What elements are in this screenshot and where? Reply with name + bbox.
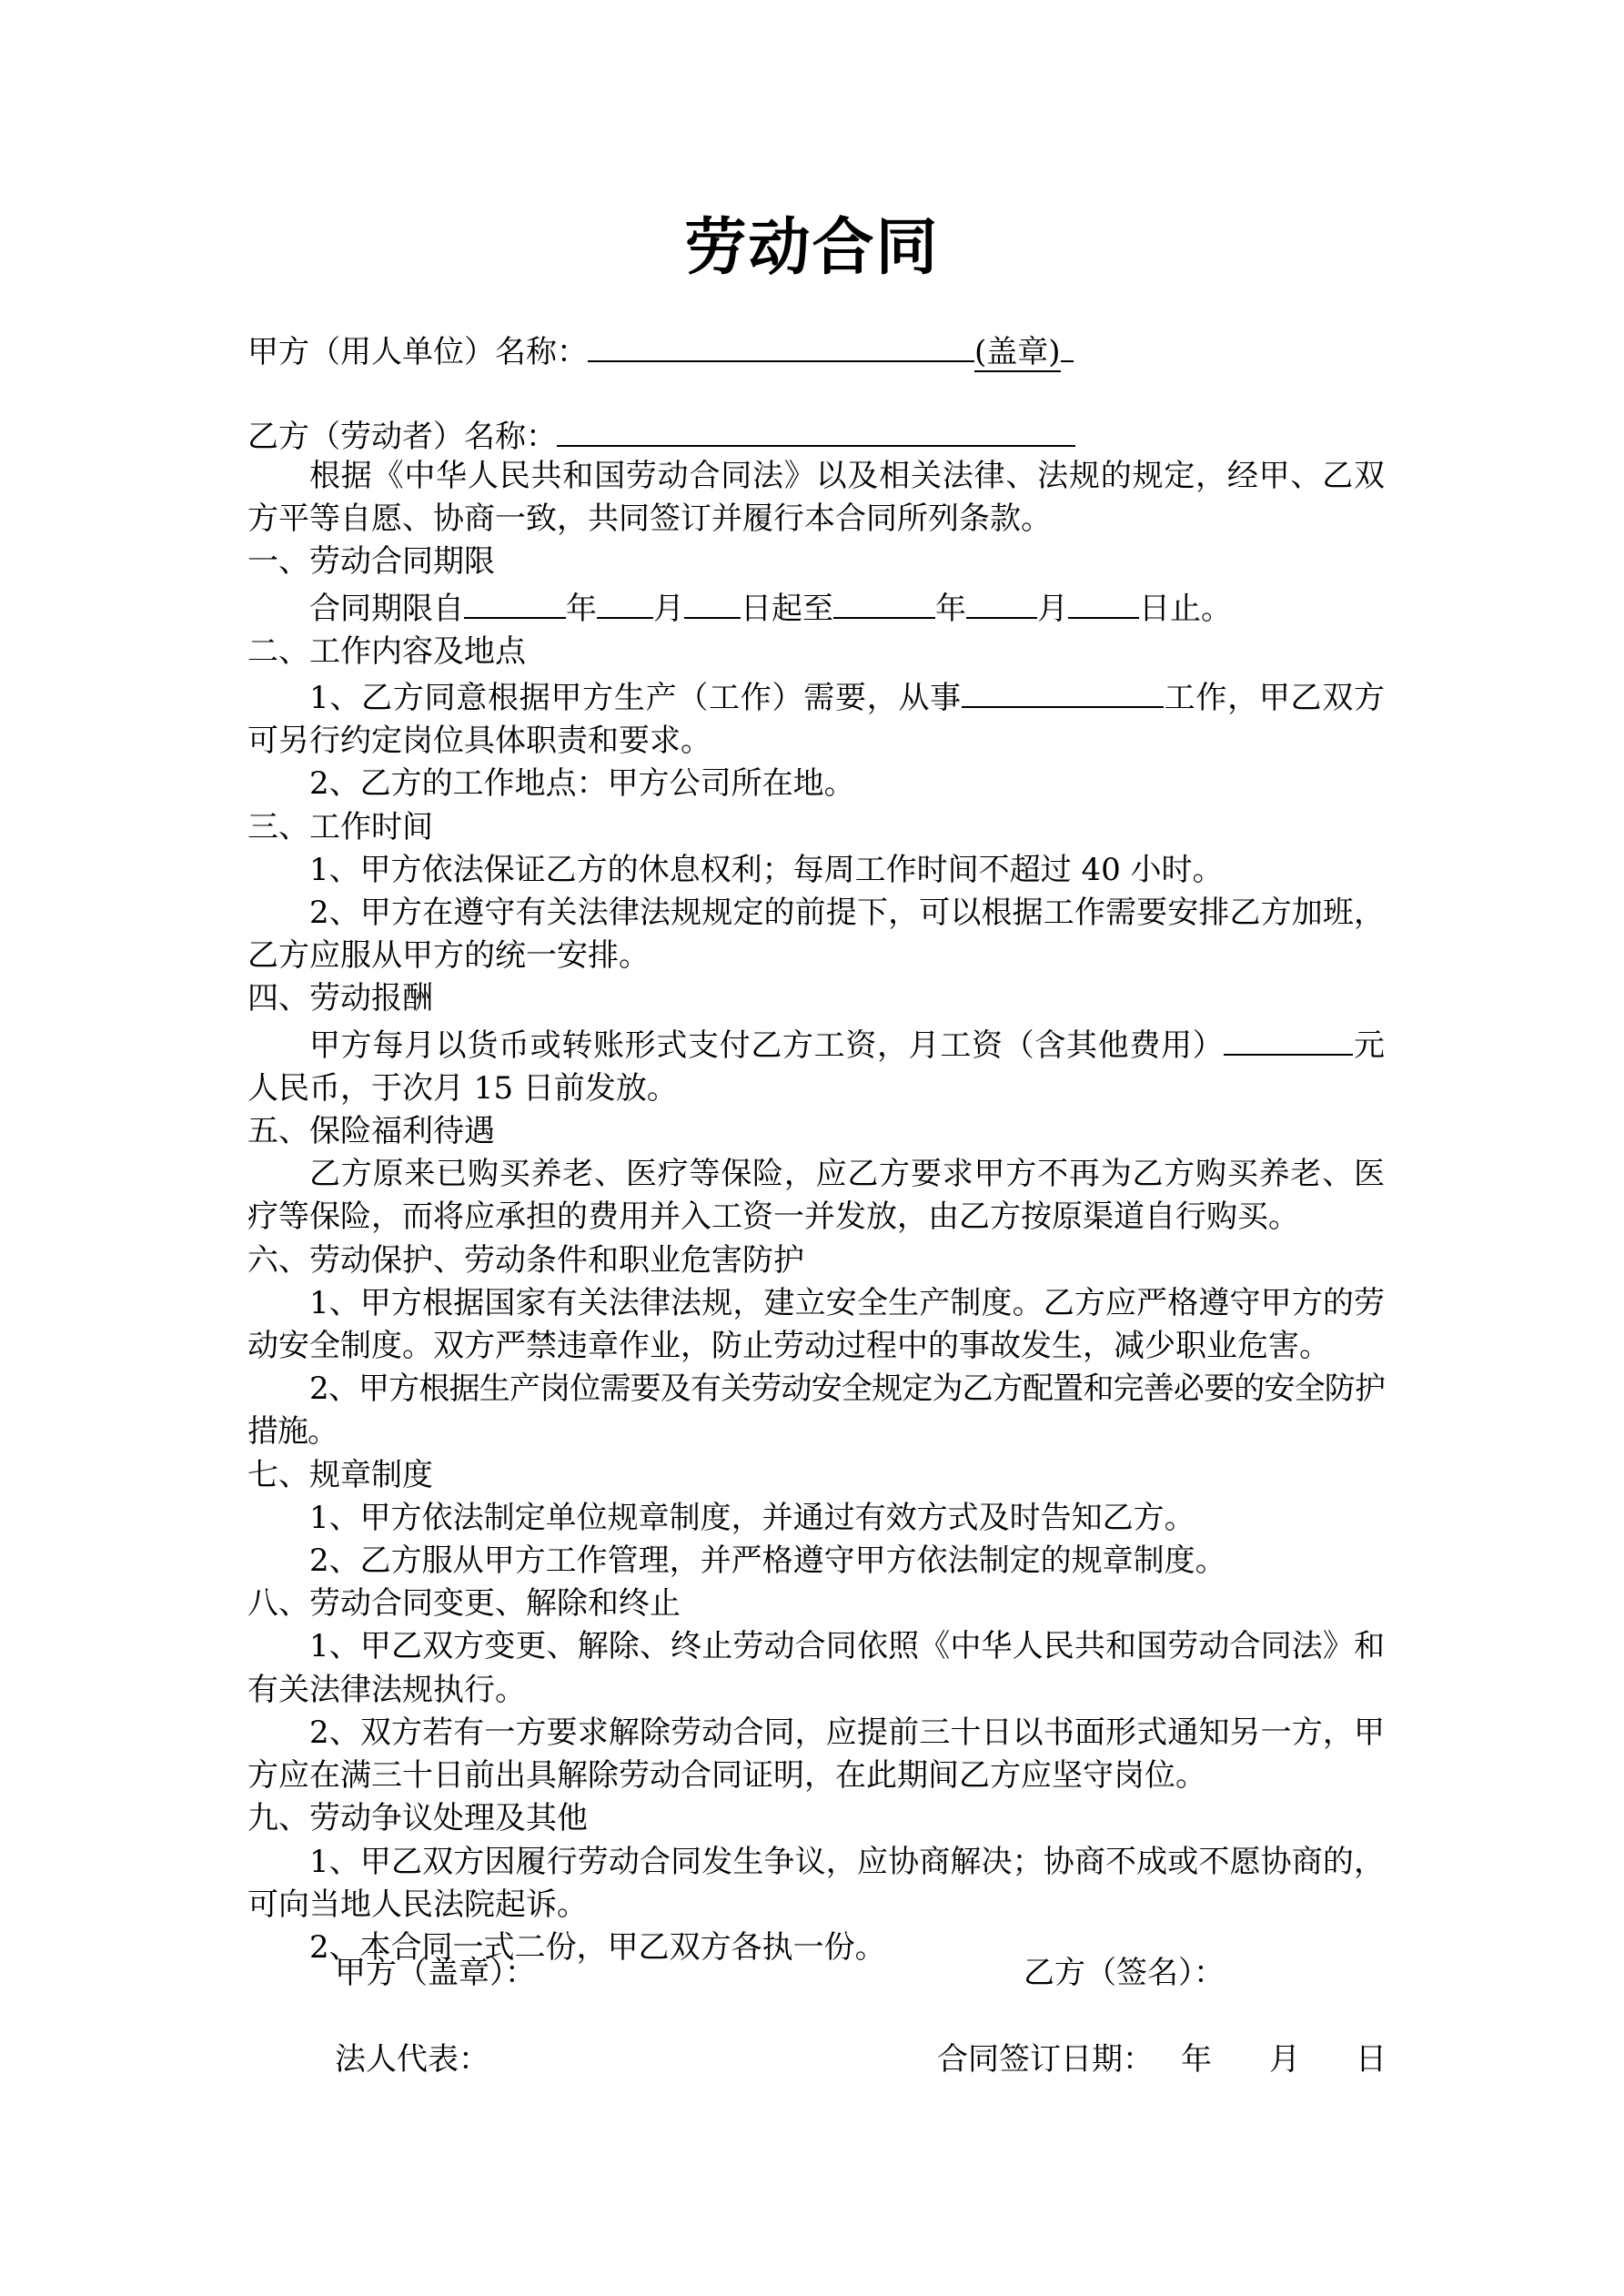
section-9-heading: 九、劳动争议处理及其他 bbox=[247, 1800, 588, 1837]
salary-blank[interactable] bbox=[1224, 1021, 1353, 1056]
job-blank[interactable] bbox=[962, 673, 1164, 708]
section-2-p1 bbox=[247, 673, 1385, 763]
section-1-heading: 一、劳动合同期限 bbox=[247, 543, 495, 581]
section-8-p1: 1、甲乙双方变更、解除、终止劳动合同依照《中华人民共和国劳动合同法》和有关法律法规执行。 bbox=[247, 1628, 1385, 1708]
party-b-signature-label: 乙方（签名）： bbox=[1024, 1955, 1225, 1991]
text: 月 bbox=[653, 590, 684, 627]
section-4-p1 bbox=[247, 1021, 1385, 1110]
text: 年 bbox=[566, 590, 597, 627]
end-month-blank[interactable] bbox=[966, 584, 1037, 619]
sign-date-year: 年 bbox=[1181, 2041, 1212, 2078]
party-a-name-blank[interactable] bbox=[588, 328, 974, 362]
section-2-heading: 二、工作内容及地点 bbox=[247, 632, 526, 670]
party-a-label: 甲方（用人单位）名称： bbox=[247, 334, 588, 370]
text: 1、乙方同意根据甲方生产（工作）需要，从事 bbox=[309, 680, 962, 717]
text: 甲方每月以货币或转账形式支付乙方工资，月工资（含其他费用） bbox=[309, 1027, 1225, 1064]
party-a-line bbox=[247, 328, 1385, 374]
section-6-heading: 六、劳动保护、劳动条件和职业危害防护 bbox=[247, 1241, 804, 1279]
section-9-p2: 2、本合同一式二份，甲乙双方各执一份。 bbox=[309, 1928, 886, 1966]
section-6-p1: 1、甲方根据国家有关法律法规，建立安全生产制度。乙方应严格遵守甲方的劳动安全制度。双方严禁违章作业，防止劳动过程中的事故发生，减少职业危害。 bbox=[247, 1284, 1385, 1365]
section-7-p1: 1、甲方依法制定单位规章制度，并通过有效方式及时告知乙方。 bbox=[309, 1499, 1195, 1536]
section-5-heading: 五、保险福利待遇 bbox=[247, 1113, 495, 1150]
legal-rep-label: 法人代表： bbox=[335, 2041, 489, 2078]
term-line bbox=[247, 584, 1385, 631]
party-b-name-blank[interactable] bbox=[557, 412, 1075, 447]
party-b-line bbox=[247, 412, 1385, 459]
end-day-blank[interactable] bbox=[1068, 584, 1139, 619]
text: 工作，甲乙双方可另行约定岗位具体职责和要求。 bbox=[247, 680, 1385, 760]
start-month-blank[interactable] bbox=[597, 584, 653, 619]
section-3-p2: 2、甲方在遵守有关法律法规规定的前提下，可以根据工作需要安排乙方加班，乙方应服从甲方的统一安排。 bbox=[247, 895, 1385, 975]
section-3-heading: 三、工作时间 bbox=[247, 808, 433, 845]
section-8-heading: 八、劳动合同变更、解除和终止 bbox=[247, 1585, 681, 1623]
intro: 根据《中华人民共和国劳动合同法》以及相关法律、法规的规定，经甲、乙双方平等自愿、协商一致，共同签订并履行本合同所列条款。 bbox=[247, 458, 1385, 538]
sign-date-month: 月 bbox=[1269, 2041, 1300, 2078]
party-a-seal-label: 甲方（盖章）： bbox=[335, 1955, 536, 1991]
section-3-p1: 1、甲方依法保证乙方的休息权利；每周工作时间不超过 40 小时。 bbox=[309, 851, 1224, 888]
text: 日起至 bbox=[741, 590, 833, 627]
section-6-p2: 2、甲方根据生产岗位需要及有关劳动安全规定为乙方配置和完善必要的安全防护措施。 bbox=[247, 1371, 1385, 1451]
start-year-blank[interactable] bbox=[464, 584, 566, 619]
section-9-p1: 1、甲乙双方因履行劳动合同发生争议，应协商解决；协商不成或不愿协商的，可向当地人民法院起诉。 bbox=[247, 1843, 1385, 1923]
sign-date-day: 日 bbox=[1356, 2041, 1387, 2078]
section-8-p2: 2、双方若有一方要求解除劳动合同，应提前三十日以书面形式通知另一方，甲方应在满三十日前出具解除劳动合同证明，在此期间乙方应坚守岗位。 bbox=[247, 1714, 1385, 1795]
end-year-blank[interactable] bbox=[833, 584, 935, 619]
start-day-blank[interactable] bbox=[684, 584, 741, 619]
document-title: 劳动合同 bbox=[684, 211, 940, 284]
text: 日止。 bbox=[1139, 590, 1232, 627]
text: 合同期限自 bbox=[309, 590, 464, 627]
party-b-label: 乙方（劳动者）名称： bbox=[247, 419, 557, 455]
section-2-p2: 2、乙方的工作地点：甲方公司所在地。 bbox=[309, 765, 855, 803]
party-a-seal: (盖章) bbox=[974, 334, 1061, 370]
text: 月 bbox=[1037, 590, 1068, 627]
contract-body bbox=[247, 455, 1385, 1969]
section-7-heading: 七、规章制度 bbox=[247, 1456, 433, 1493]
section-7-p2: 2、乙方服从甲方工作管理，并严格遵守甲方依法制定的规章制度。 bbox=[309, 1542, 1226, 1580]
section-5-p1: 乙方原来已购买养老、医疗等保险，应乙方要求甲方不再为乙方购买养老、医疗等保险，而将应承担的费用并入工资一并发放，由乙方按原渠道自行购买。 bbox=[247, 1156, 1385, 1236]
section-4-heading: 四、劳动报酬 bbox=[247, 980, 433, 1017]
text: 年 bbox=[935, 590, 966, 627]
blank bbox=[1061, 328, 1074, 362]
text: 元人民币，于次月 15 日前发放。 bbox=[247, 1027, 1386, 1107]
sign-date-label: 合同签订日期： bbox=[937, 2041, 1154, 2078]
